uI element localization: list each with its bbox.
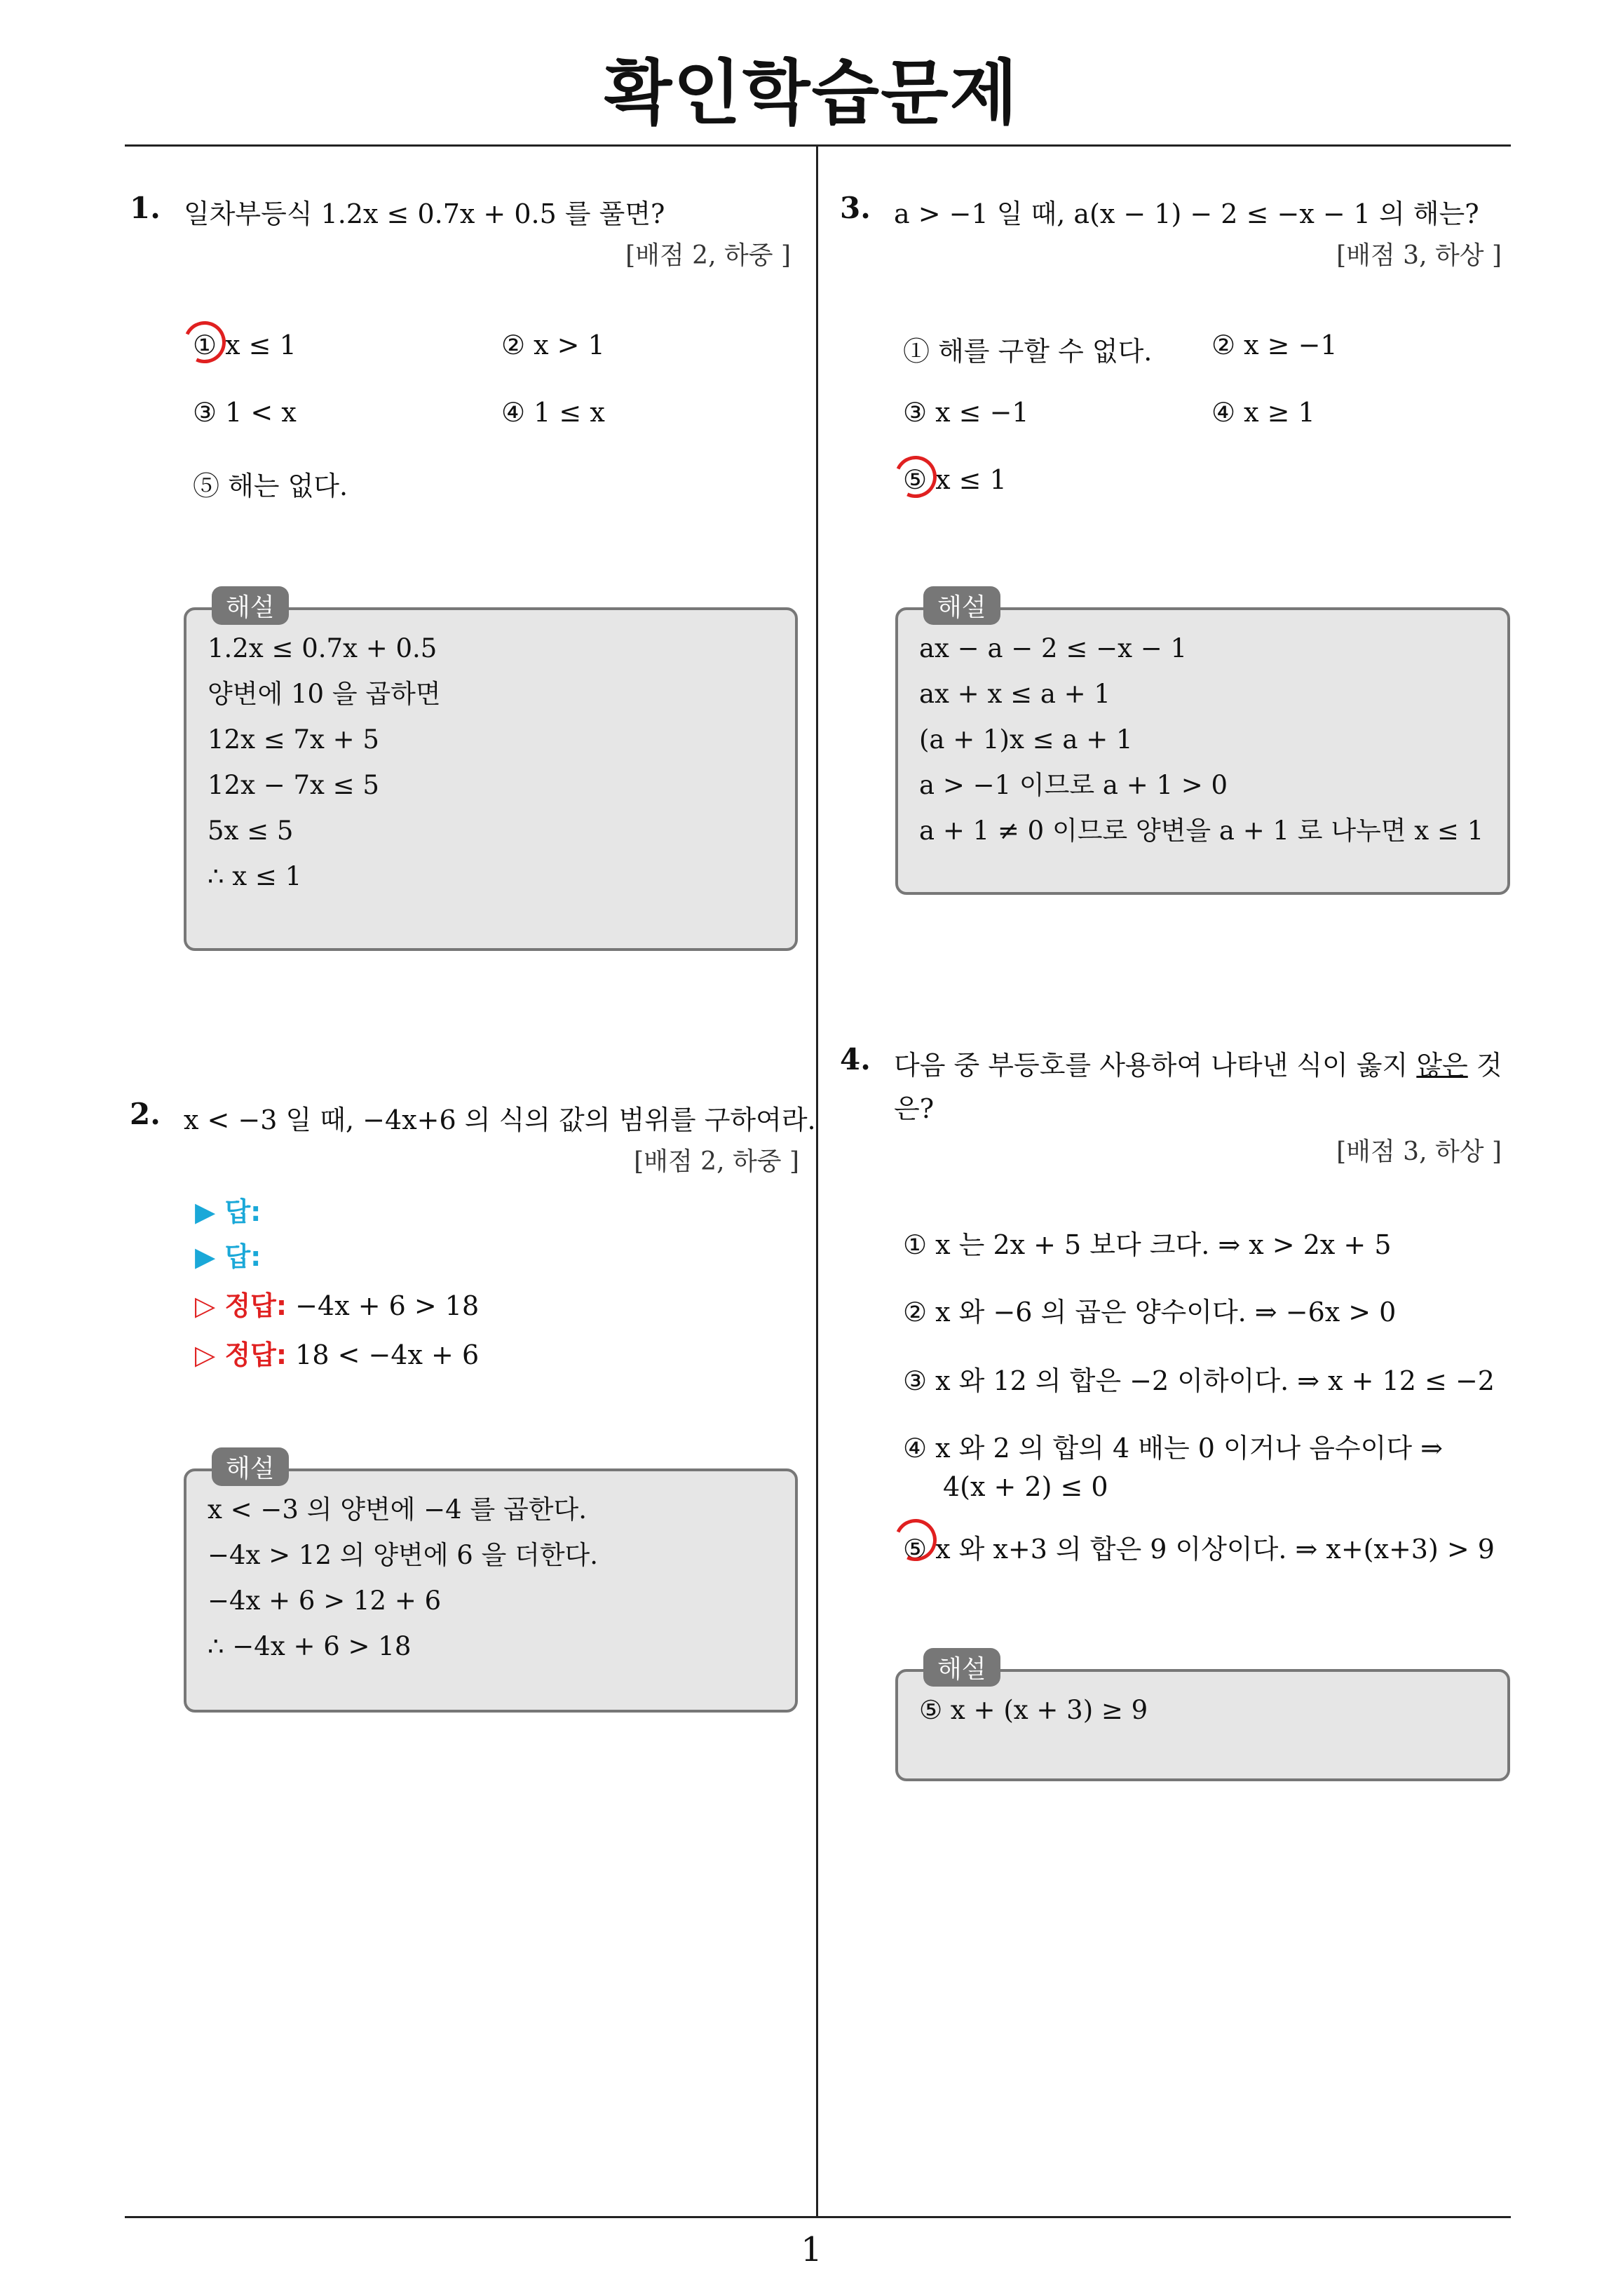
question-meta: [배점 3, 하상 ] bbox=[1336, 1137, 1502, 1166]
choice-3[interactable]: ③ x 와 12 의 합은 −2 이하이다. ⇒ x + 12 ≤ −2 bbox=[903, 1365, 1495, 1396]
choice-2[interactable]: ② x 와 −6 의 곱은 양수이다. ⇒ −6x > 0 bbox=[903, 1297, 1397, 1328]
solution-box bbox=[184, 593, 798, 951]
question-number: 2. bbox=[130, 1097, 161, 1131]
question-text: x < −3 일 때, −4x+6 의 식의 값의 범위를 구하여라. bbox=[184, 1105, 816, 1135]
solution-box bbox=[895, 593, 1510, 895]
choice-3[interactable]: ③ x ≤ −1 bbox=[903, 397, 1029, 428]
answer-row-2[interactable] bbox=[195, 1234, 261, 1279]
solution-line: 12x − 7x ≤ 5 bbox=[208, 770, 379, 800]
answer-label: ▶ 답: bbox=[195, 1241, 262, 1272]
solution-line: 1.2x ≤ 0.7x + 0.5 bbox=[208, 633, 437, 663]
question-number: 4. bbox=[840, 1042, 871, 1076]
choice-5[interactable]: ⑤ x 와 x+3 의 합은 9 이상이다. ⇒ x+(x+3) > 9 bbox=[903, 1534, 1495, 1565]
choice-2[interactable]: ② x ≥ −1 bbox=[1211, 330, 1338, 360]
choice-4[interactable]: ④ 1 ≤ x bbox=[501, 397, 605, 428]
solution-line: ax + x ≤ a + 1 bbox=[919, 679, 1111, 709]
question-text-cont: 은? bbox=[894, 1093, 935, 1124]
solution-label: 해설 bbox=[923, 1648, 1000, 1687]
solution-label: 해설 bbox=[212, 1447, 289, 1486]
solution-line: 5x ≤ 5 bbox=[208, 816, 294, 846]
question-text: 일차부등식 1.2x ≤ 0.7x + 0.5 를 풀면? bbox=[184, 198, 665, 229]
solution-label: 해설 bbox=[923, 586, 1000, 625]
question-text: a > −1 일 때, a(x − 1) − 2 ≤ −x − 1 의 해는? bbox=[894, 198, 1479, 229]
solution-box bbox=[184, 1454, 798, 1713]
question-number: 3. bbox=[840, 191, 871, 225]
solution-line: ∴ x ≤ 1 bbox=[208, 861, 302, 891]
page-number: 1 bbox=[801, 2230, 822, 2269]
page-title: 확인학습문제 bbox=[604, 52, 1019, 134]
selected-answer-mark bbox=[178, 316, 232, 370]
correct-label: ▷ 정답: bbox=[195, 1290, 287, 1321]
choice-1[interactable]: ① x ≤ 1 bbox=[193, 330, 297, 360]
answer-row-1[interactable] bbox=[195, 1189, 261, 1234]
underlined-word: 않은 bbox=[1416, 1050, 1468, 1081]
correct-label: ▷ 정답: bbox=[195, 1339, 287, 1370]
solution-line: a > −1 이므로 a + 1 > 0 bbox=[919, 770, 1228, 800]
solution-label: 해설 bbox=[212, 586, 289, 625]
solution-line: ⑤ x + (x + 3) ≥ 9 bbox=[919, 1695, 1148, 1725]
solution-line: ax − a − 2 ≤ −x − 1 bbox=[919, 633, 1188, 663]
correct-answer-2 bbox=[195, 1332, 479, 1377]
question-meta: [배점 2, 하중 ] bbox=[625, 241, 791, 270]
choice-1[interactable]: ① 해를 구할 수 없다. bbox=[903, 336, 1153, 367]
choice-1[interactable]: ① x 는 2x + 5 보다 크다. ⇒ x > 2x + 5 bbox=[903, 1229, 1392, 1260]
choice-5[interactable]: ⑤ 해는 없다. bbox=[193, 471, 348, 501]
choice-3[interactable]: ③ 1 < x bbox=[193, 397, 297, 428]
solution-line: −4x > 12 의 양변에 6 을 더한다. bbox=[208, 1540, 599, 1570]
footer-rule bbox=[125, 2216, 1511, 2218]
solution-box bbox=[895, 1655, 1510, 1781]
selected-answer-mark bbox=[889, 450, 943, 504]
correct-value: 18 < −4x + 6 bbox=[295, 1339, 480, 1370]
correct-answer-1 bbox=[195, 1283, 479, 1328]
choice-5[interactable]: ⑤ x ≤ 1 bbox=[903, 464, 1007, 495]
question-number: 1. bbox=[130, 191, 161, 225]
question-meta: [배점 2, 하중 ] bbox=[634, 1147, 799, 1176]
choice-2[interactable]: ② x > 1 bbox=[501, 330, 605, 360]
solution-line: x < −3 의 양변에 −4 를 곱한다. bbox=[208, 1494, 587, 1525]
solution-line: 양변에 10 을 곱하면 bbox=[208, 679, 441, 709]
choice-4[interactable]: ④ x ≥ 1 bbox=[1211, 397, 1315, 428]
solution-line: ∴ −4x + 6 > 18 bbox=[208, 1631, 412, 1661]
choice-4[interactable]: ④ x 와 2 의 합의 4 배는 0 이거나 음수이다 ⇒ bbox=[903, 1433, 1443, 1464]
question-text: 다음 중 부등호를 사용하여 나타낸 식이 옳지 않은 것 bbox=[894, 1050, 1502, 1081]
solution-line: 12x ≤ 7x + 5 bbox=[208, 724, 379, 755]
solution-line: a + 1 ≠ 0 이므로 양변을 a + 1 로 나누면 x ≤ 1 bbox=[919, 816, 1484, 846]
column-divider bbox=[816, 146, 818, 2217]
solution-line: (a + 1)x ≤ a + 1 bbox=[919, 724, 1133, 755]
question-meta: [배점 3, 하상 ] bbox=[1336, 241, 1502, 270]
solution-line: −4x + 6 > 12 + 6 bbox=[208, 1586, 442, 1616]
choice-4-cont: 4(x + 2) ≤ 0 bbox=[943, 1471, 1108, 1502]
answer-label: ▶ 답: bbox=[195, 1196, 262, 1227]
correct-value: −4x + 6 > 18 bbox=[295, 1290, 480, 1321]
